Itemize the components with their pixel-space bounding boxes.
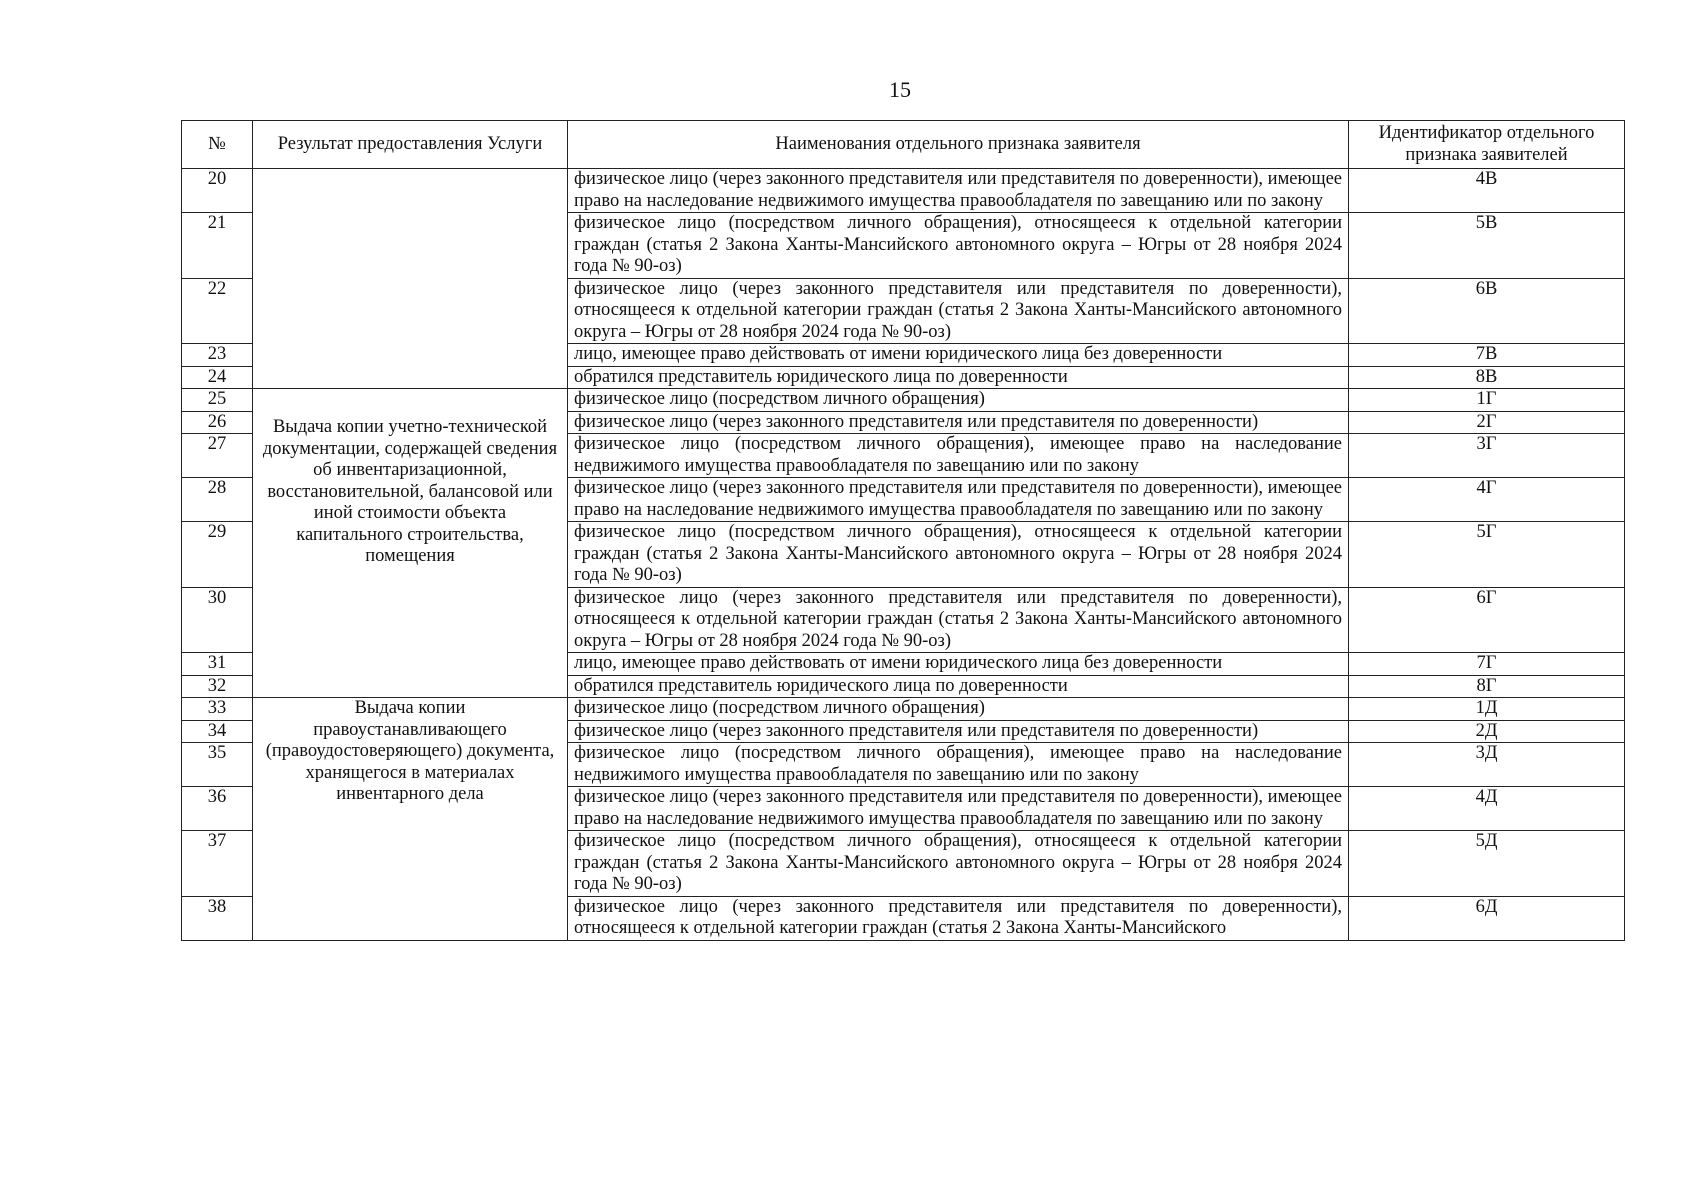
applicant-feature-identifier: 2Д xyxy=(1349,720,1625,743)
applicant-feature-identifier: 4Г xyxy=(1349,478,1625,522)
applicant-feature-identifier: 8Г xyxy=(1349,675,1625,698)
applicant-feature-name: физическое лицо (посредством личного обращения), относящееся к отдельной категории граждан (статья 2 Закона Ханты-Мансийского автономного округа – Югры от 28 ноября 2024 года № 90-оз) xyxy=(568,522,1349,588)
row-number: 35 xyxy=(182,743,253,787)
header-name: Наименования отдельного признака заявителя xyxy=(568,121,1349,169)
applicant-feature-name: физическое лицо (через законного представителя или представителя по доверенности), относящееся к отдельной категории граждан (статья 2 Закона Ханты-Мансийского автономного округа – Югры от 28 ноября 2024 года № 90-оз) xyxy=(568,587,1349,653)
applicant-feature-identifier: 4В xyxy=(1349,169,1625,213)
applicant-feature-name: физическое лицо (посредством личного обращения), относящееся к отдельной категории граждан (статья 2 Закона Ханты-Мансийского автономного округа – Югры от 28 ноября 2024 года № 90-оз) xyxy=(568,831,1349,897)
service-result-cell xyxy=(253,169,568,389)
applicant-feature-identifier: 1Г xyxy=(1349,389,1625,412)
applicant-feature-identifier: 1Д xyxy=(1349,698,1625,721)
row-number: 27 xyxy=(182,434,253,478)
header-result: Результат предоставления Услуги xyxy=(253,121,568,169)
header-num: № xyxy=(182,121,253,169)
applicant-feature-name: физическое лицо (через законного представителя или представителя по доверенности), имеющее право на наследование недвижимого имущества правообладателя по завещанию или по закону xyxy=(568,169,1349,213)
row-number: 37 xyxy=(182,831,253,897)
row-number: 26 xyxy=(182,411,253,434)
applicant-feature-identifier: 2Г xyxy=(1349,411,1625,434)
row-number: 20 xyxy=(182,169,253,213)
applicant-feature-name: лицо, имеющее право действовать от имени юридического лица без доверенности xyxy=(568,653,1349,676)
service-result-text: Выдача копии учетно-технической документации, содержащей сведения об инвентаризационной, восстановительной, балансовой или иной стоимости объекта капитального строительства, помещения xyxy=(262,417,558,566)
page-number: 15 xyxy=(889,77,911,102)
row-number: 28 xyxy=(182,478,253,522)
row-number: 25 xyxy=(182,389,253,412)
service-result-cell xyxy=(253,698,568,941)
applicant-feature-identifier: 6Г xyxy=(1349,587,1625,653)
row-number: 34 xyxy=(182,720,253,743)
applicant-feature-name: физическое лицо (посредством личного обращения) xyxy=(568,389,1349,412)
applicant-feature-name: физическое лицо (посредством личного обращения), имеющее право на наследование недвижимого имущества правообладателя по завещанию или по закону xyxy=(568,434,1349,478)
applicant-feature-name: обратился представитель юридического лица по доверенности xyxy=(568,675,1349,698)
applicant-feature-identifier: 7Г xyxy=(1349,653,1625,676)
table-row xyxy=(182,389,1625,412)
applicant-feature-identifier: 5Д xyxy=(1349,831,1625,897)
row-number: 22 xyxy=(182,278,253,344)
applicant-feature-name: физическое лицо (посредством личного обращения), относящееся к отдельной категории граждан (статья 2 Закона Ханты-Мансийского автономного округа – Югры от 28 ноября 2024 года № 90-оз) xyxy=(568,213,1349,279)
applicant-feature-name: обратился представитель юридического лица по доверенности xyxy=(568,366,1349,389)
applicant-feature-name: физическое лицо (посредством личного обращения) xyxy=(568,698,1349,721)
applicant-feature-name: физическое лицо (через законного представителя или представителя по доверенности) xyxy=(568,720,1349,743)
row-number: 29 xyxy=(182,522,253,588)
applicant-feature-identifier: 3Г xyxy=(1349,434,1625,478)
applicant-feature-identifier: 5В xyxy=(1349,213,1625,279)
table-body xyxy=(182,169,1625,941)
applicant-feature-identifier: 8В xyxy=(1349,366,1625,389)
row-number: 33 xyxy=(182,698,253,721)
service-result-cell xyxy=(253,389,568,698)
applicant-feature-name: физическое лицо (посредством личного обращения), имеющее право на наследование недвижимого имущества правообладателя по завещанию или по закону xyxy=(568,743,1349,787)
applicant-features-table xyxy=(181,120,1625,941)
applicant-feature-name: физическое лицо (через законного представителя или представителя по доверенности), имеющее право на наследование недвижимого имущества правообладателя по завещанию или по закону xyxy=(568,478,1349,522)
table-row xyxy=(182,169,1625,213)
applicant-feature-identifier: 7В xyxy=(1349,344,1625,367)
applicant-feature-name: физическое лицо (через законного представителя или представителя по доверенности), относящееся к отдельной категории граждан (статья 2 Закона Ханты-Мансийского автономного округа – Югры от 28 ноября 2024 года № 90-оз) xyxy=(568,278,1349,344)
row-number: 31 xyxy=(182,653,253,676)
row-number: 32 xyxy=(182,675,253,698)
table-header-row xyxy=(182,121,1625,169)
applicant-feature-name: лицо, имеющее право действовать от имени юридического лица без доверенности xyxy=(568,344,1349,367)
row-number: 30 xyxy=(182,587,253,653)
applicant-feature-identifier: 6В xyxy=(1349,278,1625,344)
row-number: 24 xyxy=(182,366,253,389)
row-number: 38 xyxy=(182,896,253,940)
applicant-feature-identifier: 5Г xyxy=(1349,522,1625,588)
row-number: 36 xyxy=(182,787,253,831)
row-number: 21 xyxy=(182,213,253,279)
header-identifier: Идентификатор отдельного признака заявителей xyxy=(1349,121,1625,169)
applicant-feature-name: физическое лицо (через законного представителя или представителя по доверенности) xyxy=(568,411,1349,434)
applicant-feature-name: физическое лицо (через законного представителя или представителя по доверенности), относящееся к отдельной категории граждан (статья 2 Закона Ханты-Мансийского xyxy=(568,896,1349,940)
applicant-feature-identifier: 6Д xyxy=(1349,896,1625,940)
row-number: 23 xyxy=(182,344,253,367)
table-row xyxy=(182,698,1625,721)
applicant-feature-identifier: 4Д xyxy=(1349,787,1625,831)
applicant-feature-identifier: 3Д xyxy=(1349,743,1625,787)
applicant-feature-name: физическое лицо (через законного представителя или представителя по доверенности), имеющее право на наследование недвижимого имущества правообладателя по завещанию или по закону xyxy=(568,787,1349,831)
service-result-text: Выдача копии правоустанавливающего (правоудостоверяющего) документа, хранящегося в материалах инвентарного дела xyxy=(265,698,555,804)
